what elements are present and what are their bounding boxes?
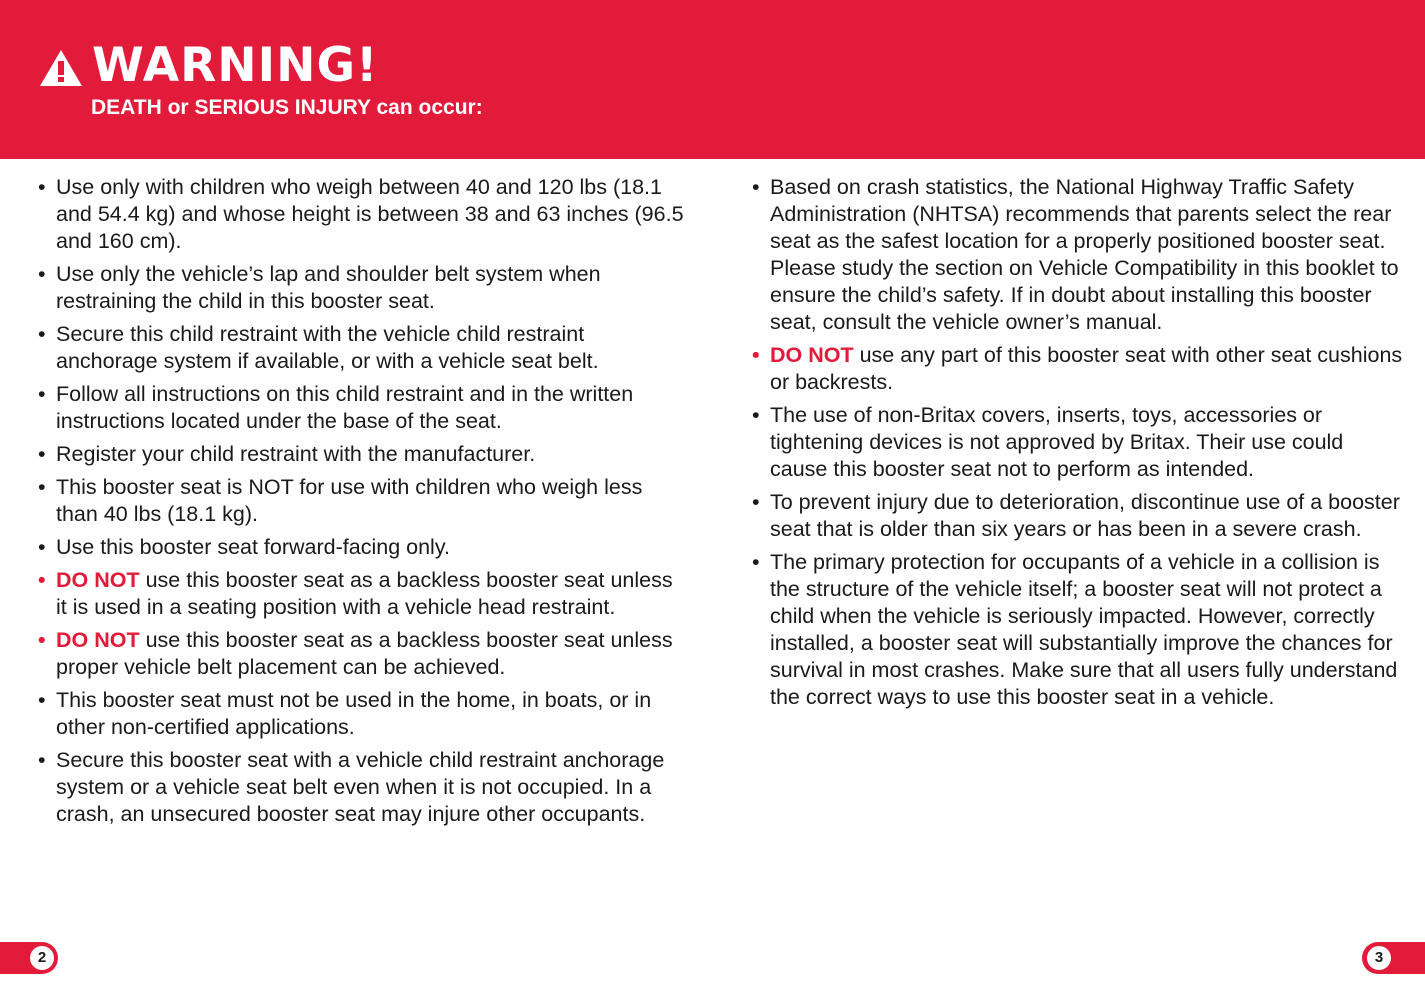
warning-list-item [752, 549, 1404, 711]
left-warning-list [38, 174, 688, 834]
bullet-icon: • [752, 490, 760, 514]
page-number-right: 3 [1367, 946, 1391, 970]
warning-list-item [38, 567, 688, 621]
bullet-icon: • [38, 688, 46, 712]
bullet-icon: • [38, 628, 46, 652]
bullet-icon: • [38, 382, 46, 406]
warning-list-item [38, 174, 688, 255]
do-not-emphasis: DO NOT [56, 568, 140, 592]
bullet-icon: • [38, 442, 46, 466]
bullet-icon: • [38, 322, 46, 346]
warning-list-item [752, 489, 1404, 543]
bullet-icon: • [752, 403, 760, 427]
bullet-icon: • [38, 535, 46, 559]
bullet-icon: • [38, 475, 46, 499]
warning-text: Register your child restraint with the manufacturer. [56, 442, 536, 466]
bullet-icon: • [38, 175, 46, 199]
page-number-left: 2 [30, 946, 54, 970]
warning-list-item [38, 627, 688, 681]
warning-banner [0, 0, 1425, 159]
bullet-icon: • [38, 568, 46, 592]
warning-text: This booster seat must not be used in the home, in boats, or in other non-certified applications. [56, 688, 652, 739]
warning-list-item [38, 261, 688, 315]
warning-triangle-icon [38, 48, 84, 88]
warning-list-item [752, 402, 1404, 483]
warning-text: Use this booster seat forward-facing only. [56, 535, 450, 559]
warning-list-item [38, 687, 688, 741]
warning-subtitle: DEATH or SERIOUS INJURY can occur: [91, 96, 483, 119]
warning-list-item [38, 381, 688, 435]
right-warning-list [752, 174, 1404, 717]
do-not-emphasis: DO NOT [56, 628, 140, 652]
warning-list-item [38, 441, 688, 468]
warning-text: use any part of this booster seat with other seat cushions or backrests. [770, 343, 1403, 394]
warning-text: Secure this child restraint with the vehicle child restraint anchorage system if available, or with a vehicle seat belt. [56, 322, 599, 373]
page-number-tab-right [1362, 942, 1425, 974]
warning-text: Use only the vehicle’s lap and shoulder belt system when restraining the child in this booster seat. [56, 262, 601, 313]
warning-text: The primary protection for occupants of a vehicle in a collision is the structure of the vehicle itself; a booster seat will not protect a child when the vehicle is seriously impacted. However, correctly installed, a booster seat will substantially improve the chances for survival in most crashes. Make sure that all users fully understand the correct ways to use this booster seat in a vehicle. [770, 550, 1398, 709]
page-number-tab-left [0, 942, 58, 974]
warning-text: Use only with children who weigh between 40 and 120 lbs (18.1 and 54.4 kg) and whose height is between 38 and 63 inches (96.5 and 160 cm). [56, 175, 684, 253]
do-not-emphasis: DO NOT [770, 343, 854, 367]
warning-text: The use of non-Britax covers, inserts, toys, accessories or tightening devices is not approved by Britax. Their use could cause this booster seat not to perform as intended. [770, 403, 1344, 481]
bullet-icon: • [38, 262, 46, 286]
warning-text: Follow all instructions on this child restraint and in the written instructions located under the base of the seat. [56, 382, 634, 433]
warning-text: To prevent injury due to deterioration, discontinue use of a booster seat that is older than six years or has been in a severe crash. [770, 490, 1400, 541]
warning-list-item [38, 321, 688, 375]
bullet-icon: • [38, 748, 46, 772]
bullet-icon: • [752, 343, 760, 367]
warning-text: use this booster seat as a backless booster seat unless proper vehicle belt placement can be achieved. [56, 628, 673, 679]
warning-title: WARNING! [92, 38, 379, 93]
warning-text: This booster seat is NOT for use with children who weigh less than 40 lbs (18.1 kg). [56, 475, 643, 526]
warning-list-item [38, 534, 688, 561]
warning-text: Based on crash statistics, the National Highway Traffic Safety Administration (NHTSA) recommends that parents select the rear seat as the safest location for a properly positioned booster seat. Please study the section on Vehicle Compatibility in this booklet to ensure the child’s safety. If in doubt about installing this booster seat, consult the vehicle owner’s manual. [770, 175, 1399, 334]
warning-list-item [752, 174, 1404, 336]
warning-list-item [38, 474, 688, 528]
bullet-icon: • [752, 550, 760, 574]
warning-text: Secure this booster seat with a vehicle child restraint anchorage system or a vehicle seat belt even when it is not occupied. In a crash, an unsecured booster seat may injure other occupants. [56, 748, 665, 826]
warning-text: use this booster seat as a backless booster seat unless it is used in a seating position with a vehicle head restraint. [56, 568, 673, 619]
warning-list-item [752, 342, 1404, 396]
warning-list-item [38, 747, 688, 828]
bullet-icon: • [752, 175, 760, 199]
